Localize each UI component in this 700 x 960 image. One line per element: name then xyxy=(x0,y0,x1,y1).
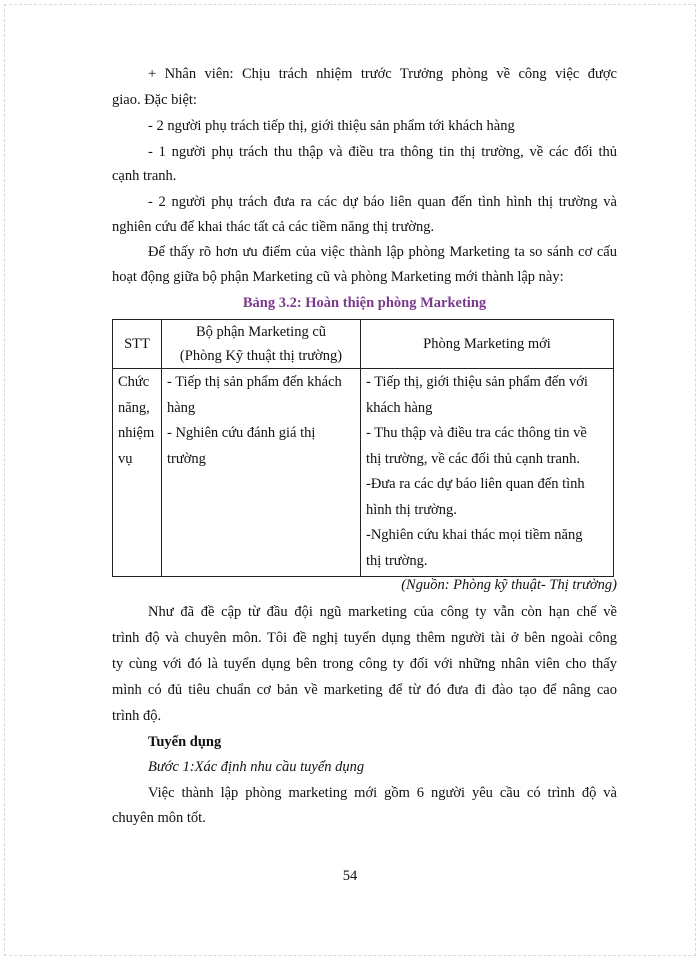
cell-line: năng, xyxy=(118,399,150,416)
section-heading: Tuyển dụng xyxy=(148,734,222,750)
page-number: 54 xyxy=(342,868,358,884)
body-paragraph-line: trình độ và chuyên môn. Tôi đề nghị tuyển dụng thêm người tài ở bên ngoài công xyxy=(112,630,617,646)
bullet-item: - 1 người phụ trách thu thập và điều tra thông tin thị trường, về các đối thủ xyxy=(148,144,617,160)
bullet-item-continuation: cạnh tranh. xyxy=(112,168,177,184)
header-new-department: Phòng Marketing mới xyxy=(361,320,614,369)
staff-paragraph-line: + Nhân viên: Chịu trách nhiệm trước Trưởng phòng về công việc được xyxy=(148,66,617,82)
cell-function xyxy=(113,369,162,577)
cell-line: Chức xyxy=(118,374,150,390)
step-heading: Bước 1:Xác định nhu cầu tuyển dụng xyxy=(148,759,365,775)
comparison-paragraph-line: Để thấy rõ hơn ưu điểm của việc thành lập phòng Marketing ta so sánh cơ cấu xyxy=(148,244,617,260)
cell-line: - Nghiên cứu đánh giá thị xyxy=(167,425,316,441)
body-paragraph-line: Như đã đề cập từ đầu đội ngũ marketing của công ty vẫn còn hạn chế về xyxy=(148,604,617,620)
cell-line: - Tiếp thị sản phẩm đến khách xyxy=(167,374,342,390)
cell-line: -Nghiên cứu khai thác mọi tiềm năng xyxy=(366,527,583,543)
body-paragraph-line: trình độ. xyxy=(112,708,162,724)
bullet-item-continuation: nghiên cứu để khai thác tất cả các tiềm năng thị trường. xyxy=(112,219,435,235)
cell-line: hàng xyxy=(167,399,196,416)
bullet-item: - 2 người phụ trách đưa ra các dự báo liên quan đến tình hình thị trường và xyxy=(148,194,617,210)
cell-line: - Tiếp thị, giới thiệu sản phẩm đến với xyxy=(366,374,588,390)
header-old-department xyxy=(162,320,361,369)
final-paragraph-line: chuyên môn tốt. xyxy=(112,810,206,826)
header-old-department-subtitle: (Phòng Kỹ thuật thị trường) xyxy=(179,348,343,364)
table-caption: Bảng 3.2: Hoàn thiện phòng Marketing xyxy=(242,295,487,311)
header-stt: STT xyxy=(113,320,162,369)
cell-line: -Đưa ra các dự báo liên quan đến tình xyxy=(366,476,585,492)
cell-new-department xyxy=(361,369,614,577)
cell-line: nhiệm xyxy=(118,425,155,441)
cell-line: hình thị trường. xyxy=(366,501,457,518)
body-paragraph-line: ty cùng với đó là tuyển dụng bên trong công ty đối với những nhân viên cho thấy xyxy=(112,656,617,672)
staff-paragraph-line: giao. Đặc biệt: xyxy=(112,92,197,108)
table-header-row xyxy=(113,320,614,369)
body-paragraph-line: mình có đủ tiêu chuẩn cơ bản về marketing để từ đó đưa đi đào tạo để nâng cao xyxy=(112,682,617,698)
cell-line: thị trường. xyxy=(366,552,428,569)
comparison-paragraph-line: hoạt động giữa bộ phận Marketing cũ và phòng Marketing mới thành lập này: xyxy=(112,269,564,285)
comparison-table xyxy=(112,319,614,577)
bullet-item: - 2 người phụ trách tiếp thị, giới thiệu sản phẩm tới khách hàng xyxy=(148,118,515,134)
table-source: (Nguồn: Phòng kỹ thuật- Thị trường) xyxy=(401,577,617,593)
final-paragraph-line: Việc thành lập phòng marketing mới gồm 6 người yêu cầu có trình độ và xyxy=(148,785,617,801)
cell-line: - Thu thập và điều tra các thông tin về xyxy=(366,425,587,441)
table-row xyxy=(113,369,614,577)
cell-old-department xyxy=(162,369,361,577)
header-old-department-title: Bộ phận Marketing cũ xyxy=(195,324,327,340)
cell-line: vụ xyxy=(118,450,133,467)
cell-line: trường xyxy=(167,450,206,467)
cell-line: thị trường, về các đối thủ cạnh tranh. xyxy=(366,450,581,467)
cell-line: khách hàng xyxy=(366,399,433,416)
